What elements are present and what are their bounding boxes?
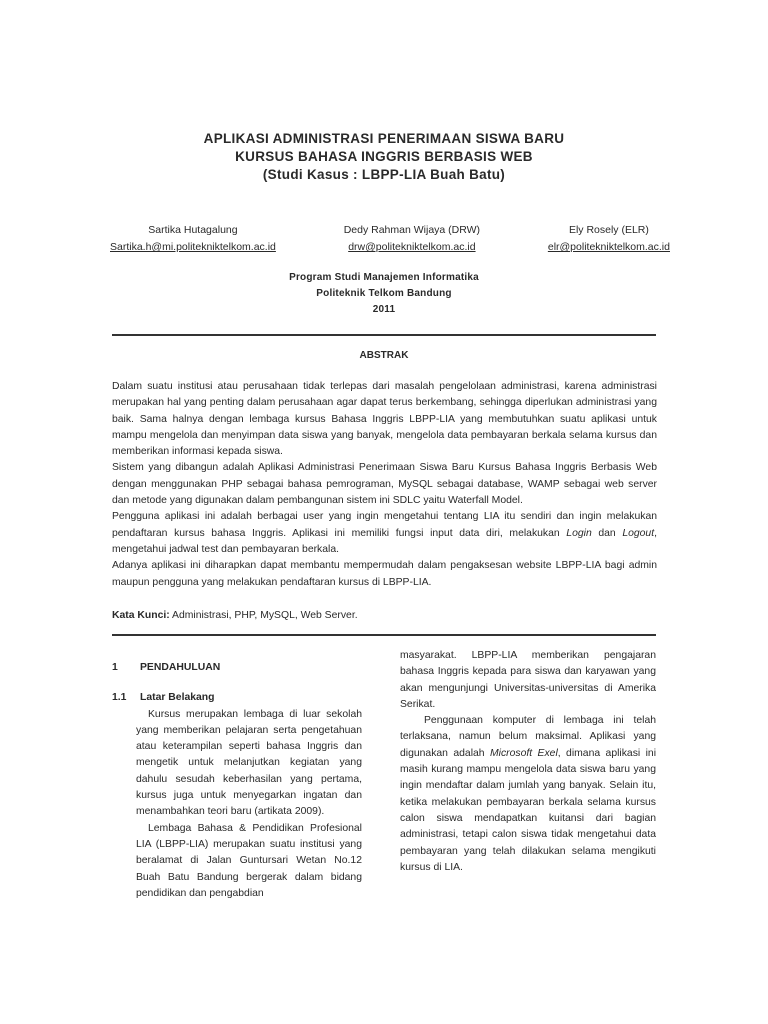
body-text: , dimana aplikasi ini masih kurang mampu mengelola data siswa baru yang ingin mendaftar dalam jumlah yang banyak. Selain itu, ketika melakukan pembayaran berkala selama kursus calon siswa mendapatkan kuitansi dari bagian administrasi, tetapi calon siswa tidak mengetahui data pembayaran yang telah dilakukan selama mengikuti kursus di LIA. bbox=[400, 747, 657, 873]
abstract-body bbox=[112, 379, 657, 591]
author-email[interactable]: Sartika.h@mi.politekniktelkom.ac.id bbox=[110, 241, 276, 253]
author-2 bbox=[344, 222, 480, 256]
abstract-text: Pengguna aplikasi ini adalah berbagai user yang ingin mengetahui tentang LIA itu sendiri dan ingin melakukan pendaftaran kursus bahasa Inggris. Aplikasi ini memiliki fungsi input data diri, melakukan bbox=[112, 511, 657, 539]
title-block bbox=[0, 130, 768, 184]
body-paragraph: Lembaga Bahasa & Pendidikan Profesional LIA (LBPP-LIA) merupakan suatu institusi yang beralamat di Jalan Guntursari Wetan No.12 Buah Batu Bandung bergerak dalam bidang pendidikan dan pengabdian bbox=[136, 822, 362, 899]
subsection-title: Latar Belakang bbox=[140, 692, 215, 704]
author-name: Ely Rosely (ELR) bbox=[568, 224, 649, 236]
author-email[interactable]: drw@politekniktelkom.ac.id bbox=[348, 241, 476, 253]
authors bbox=[110, 222, 670, 256]
subsection-heading bbox=[112, 690, 362, 706]
abstract-text: dan bbox=[591, 527, 623, 539]
body-paragraph bbox=[400, 713, 656, 876]
abstract-text: , mengetahui jadwal test dan pembayaran berkala. bbox=[112, 527, 657, 555]
body-paragraph: masyarakat. LBPP-LIA memberikan pengajaran bahasa Inggris kepada para siswa dan karyawan yang akan mengunjungi Universitas-universitas di Amerika Serikat. bbox=[400, 650, 656, 710]
logout-term: Logout bbox=[622, 527, 655, 539]
section-number: 1 bbox=[112, 662, 118, 673]
keywords-label: Kata Kunci: bbox=[112, 610, 170, 621]
section-heading bbox=[112, 660, 362, 676]
abstract-paragraph-2: Sistem yang dibangun adalah Aplikasi Administrasi Penerimaan Siswa Baru Kursus Bahasa Inggris Berbasis Web dengan menggunakan PHP sebagai bahasa pemrograman, MySQL sebagai database, WAMP sebagai web server dan metode yang digunakan dalam pembangunan sistem ini SDLC yaitu Waterfall Model. bbox=[112, 462, 657, 507]
left-column bbox=[112, 660, 362, 902]
author-email[interactable]: elr@politekniktelkom.ac.id bbox=[547, 241, 670, 253]
affiliation-institution: Politeknik Telkom Bandung bbox=[316, 288, 452, 299]
keywords-text: Administrasi, PHP, MySQL, Web Server. bbox=[169, 610, 358, 621]
author-name: Sartika Hutagalung bbox=[148, 224, 238, 236]
software-name: Microsoft Exel bbox=[489, 747, 558, 759]
affiliation-program: Program Studi Manajemen Informatika bbox=[289, 272, 479, 283]
author-name: Dedy Rahman Wijaya (DRW) bbox=[343, 224, 481, 236]
section-title: PENDAHULUAN bbox=[140, 662, 221, 673]
affiliation bbox=[0, 270, 768, 318]
author-1 bbox=[110, 222, 276, 256]
right-column bbox=[400, 648, 656, 876]
body-text: Penggunaan komputer di lembaga ini telah terlaksana, namun belum maksimal. Aplikasi yang digunakan adalah bbox=[400, 715, 656, 759]
subsection-number: 1.1 bbox=[112, 692, 127, 704]
affiliation-year: 2011 bbox=[372, 304, 396, 315]
title-line-2: KURSUS BAHASA INGGRIS BERBASIS WEB bbox=[235, 149, 533, 164]
title-line-1: APLIKASI ADMINISTRASI PENERIMAAN SISWA BARU bbox=[203, 131, 565, 146]
divider-top bbox=[112, 334, 656, 336]
author-3 bbox=[548, 222, 670, 256]
abstract-heading: ABSTRAK bbox=[359, 350, 409, 361]
body-paragraph: Kursus merupakan lembaga di luar sekolah yang memberikan pelajaran serta pengetahuan atau keterampilan seperti bahasa Inggris dan mengetik untuk melanjutkan kegiatan yang dahulu sesudah keberhasilan yang pertama, kursus juga untuk menyegarkan ingatan dan menambahkan teori baru (artikata 2009). bbox=[136, 708, 362, 818]
abstract-paragraph-3 bbox=[112, 509, 657, 558]
divider-bottom bbox=[112, 634, 656, 636]
abstract-paragraph-4: Adanya aplikasi ini diharapkan dapat membantu mempermudah dalam pengaksesan website LBPP-LIA bagi admin maupun pengguna yang melakukan pendaftaran kursus di LBPP-LIA. bbox=[112, 560, 657, 588]
keywords bbox=[112, 608, 657, 624]
abstract-paragraph-1: Dalam suatu institusi atau perusahaan tidak terlepas dari masalah pengelolaan administrasi, karena administrasi merupakan hal yang penting dalam perusahaan agar dapat terus berkembang, sehingga diperlukan administrasi yang baik. Sama halnya dengan lembaga kursus Bahasa Inggris LBPP-LIA yang membutuhkan suatu aplikasi untuk mampu mengelola dan menyimpan data siswa yang banyak, mengelola data pembayaran berkala selama kursus dan memberikan informasi kepada siswa. bbox=[112, 381, 657, 458]
login-term: Login bbox=[566, 527, 592, 539]
title-line-3: (Studi Kasus : LBPP-LIA Buah Batu) bbox=[262, 167, 506, 182]
